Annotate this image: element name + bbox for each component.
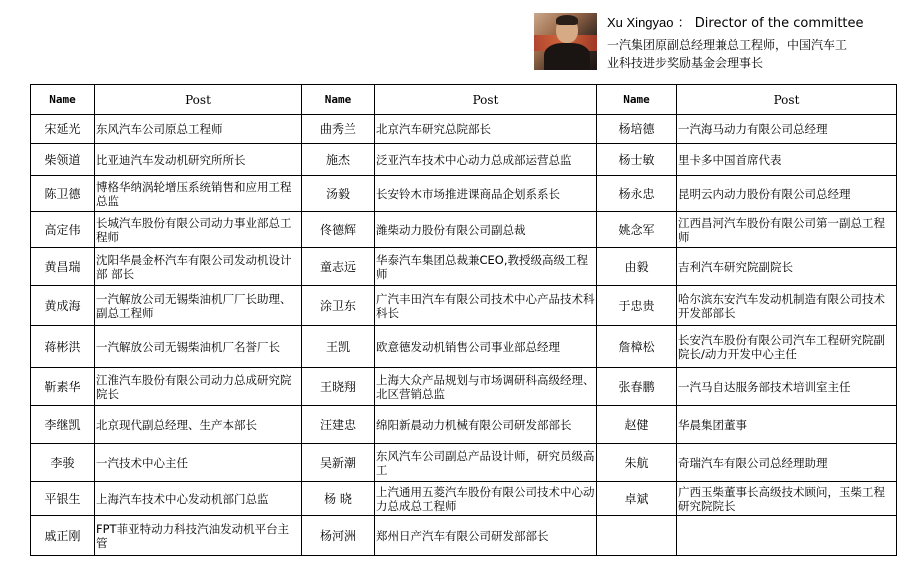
table-row — [31, 444, 897, 482]
table-row — [31, 326, 897, 368]
member-name: 蒋彬洪 — [31, 326, 95, 368]
member-post: 吉利汽车研究院副院长 — [677, 248, 897, 286]
member-name: 詹樟松 — [597, 326, 677, 368]
member-post: 昆明云内动力股份有限公司总经理 — [677, 176, 897, 212]
member-name: 汤毅 — [302, 176, 375, 212]
member-post: 绵阳新晨动力机械有限公司研发部部长 — [375, 406, 597, 444]
member-name: 陈卫德 — [31, 176, 95, 212]
name-separator: ： — [677, 16, 691, 31]
member-name: 于忠贵 — [597, 286, 677, 326]
member-name: 吴新潮 — [302, 444, 375, 482]
member-post: 上海汽车技术中心发动机部门总监 — [95, 482, 302, 516]
member-post: 潍柴动力股份有限公司副总裁 — [375, 212, 597, 248]
member-post: FPT菲亚特动力科技汽油发动机平台主管 — [95, 516, 302, 556]
member-name: 杨河洲 — [302, 516, 375, 556]
member-post: 长城汽车股份有限公司动力事业部总工程师 — [95, 212, 302, 248]
table-row — [31, 144, 897, 176]
member-name: 李继凯 — [31, 406, 95, 444]
member-post: 北京现代副总经理、生产本部长 — [95, 406, 302, 444]
member-name: 施杰 — [302, 144, 375, 176]
member-name — [597, 516, 677, 556]
member-name: 宋延光 — [31, 115, 95, 144]
member-name: 童志远 — [302, 248, 375, 286]
member-name: 王凯 — [302, 326, 375, 368]
table-row — [31, 516, 897, 556]
director-bio-line-2: 业科技进步奖励基金会理事长 — [607, 56, 764, 70]
member-name: 杨 晓 — [302, 482, 375, 516]
member-post: 北京汽车研究总院部长 — [375, 115, 597, 144]
member-name: 黄昌瑞 — [31, 248, 95, 286]
table-row — [31, 115, 897, 144]
table-row — [31, 248, 897, 286]
member-name: 卓斌 — [597, 482, 677, 516]
table-row — [31, 286, 897, 326]
member-post: 泛亚汽车技术中心动力总成部运营总监 — [375, 144, 597, 176]
bio-header — [0, 0, 917, 82]
member-post: 一汽解放公司无锡柴油机厂厂长助理、副总工程师 — [95, 286, 302, 326]
member-name: 朱航 — [597, 444, 677, 482]
director-name-title — [607, 12, 864, 31]
member-name: 高定伟 — [31, 212, 95, 248]
member-post: 博格华纳涡轮增压系统销售和应用工程总监 — [95, 176, 302, 212]
member-post: 一汽马自达服务部技术培训室主任 — [677, 368, 897, 406]
table-row — [31, 176, 897, 212]
header-name-2: Name — [302, 85, 375, 115]
director-photo — [534, 13, 597, 70]
member-name: 汪建忠 — [302, 406, 375, 444]
committee-table — [30, 84, 897, 556]
member-post: 奇瑞汽车有限公司总经理助理 — [677, 444, 897, 482]
member-post: 长安汽车股份有限公司汽车工程研究院副院长/动力开发中心主任 — [677, 326, 897, 368]
member-name: 柴领道 — [31, 144, 95, 176]
member-post: 一汽海马动力有限公司总经理 — [677, 115, 897, 144]
director-title: Director of the committee — [694, 16, 864, 31]
member-post: 江西昌河汽车股份有限公司第一副总工程师 — [677, 212, 897, 248]
member-name: 杨士敏 — [597, 144, 677, 176]
table-header-row — [31, 85, 897, 115]
member-name: 杨培德 — [597, 115, 677, 144]
member-name: 杨永忠 — [597, 176, 677, 212]
header-post-2: Post — [375, 85, 597, 115]
member-name: 平银生 — [31, 482, 95, 516]
member-name: 李骏 — [31, 444, 95, 482]
table-row — [31, 368, 897, 406]
header-post-1: Post — [95, 85, 302, 115]
member-post: 江淮汽车股份有限公司动力总成研究院院长 — [95, 368, 302, 406]
member-post: 上海大众产品规划与市场调研科高级经理、北区营销总监 — [375, 368, 597, 406]
member-post: 长安铃木市场推进课商品企划系系长 — [375, 176, 597, 212]
member-post: 哈尔滨东安汽车发动机制造有限公司技术开发部部长 — [677, 286, 897, 326]
director-name: Xu Xingyao — [607, 15, 674, 30]
member-post: 东风汽车公司原总工程师 — [95, 115, 302, 144]
member-post: 一汽解放公司无锡柴油机厂名誉厂长 — [95, 326, 302, 368]
header-name-1: Name — [31, 85, 95, 115]
member-post: 欧意德发动机销售公司事业部总经理 — [375, 326, 597, 368]
header-name-3: Name — [597, 85, 677, 115]
member-name: 戚正刚 — [31, 516, 95, 556]
member-post: 华晨集团董事 — [677, 406, 897, 444]
table-row — [31, 482, 897, 516]
member-post: 里卡多中国首席代表 — [677, 144, 897, 176]
member-name: 曲秀兰 — [302, 115, 375, 144]
member-name: 靳素华 — [31, 368, 95, 406]
member-post: 一汽技术中心主任 — [95, 444, 302, 482]
member-post: 广西玉柴董事长高级技术顾问，玉柴工程研究院院长 — [677, 482, 897, 516]
member-post: 沈阳华晨金杯汽车有限公司发动机设计部 部长 — [95, 248, 302, 286]
member-post: 华泰汽车集团总裁兼CEO,教授级高级工程师 — [375, 248, 597, 286]
member-post: 上汽通用五菱汽车股份有限公司技术中心动力总成总工程师 — [375, 482, 597, 516]
member-name: 姚念军 — [597, 212, 677, 248]
member-name: 王晓翔 — [302, 368, 375, 406]
member-name: 佟德辉 — [302, 212, 375, 248]
member-post: 东风汽车公司副总产品设计师，研究员级高工 — [375, 444, 597, 482]
table-row — [31, 406, 897, 444]
member-name: 涂卫东 — [302, 286, 375, 326]
member-name: 黄成海 — [31, 286, 95, 326]
member-post: 郑州日产汽车有限公司研发部部长 — [375, 516, 597, 556]
table-row — [31, 212, 897, 248]
member-post: 广汽丰田汽车有限公司技术中心产品技术科科长 — [375, 286, 597, 326]
member-name: 张春鹏 — [597, 368, 677, 406]
director-bio-line-1: 一汽集团原副总经理兼总工程师，中国汽车工 — [607, 38, 848, 52]
member-name: 赵健 — [597, 406, 677, 444]
member-post: 比亚迪汽车发动机研究所所长 — [95, 144, 302, 176]
header-post-3: Post — [677, 85, 897, 115]
member-post — [677, 516, 897, 556]
member-name: 由毅 — [597, 248, 677, 286]
